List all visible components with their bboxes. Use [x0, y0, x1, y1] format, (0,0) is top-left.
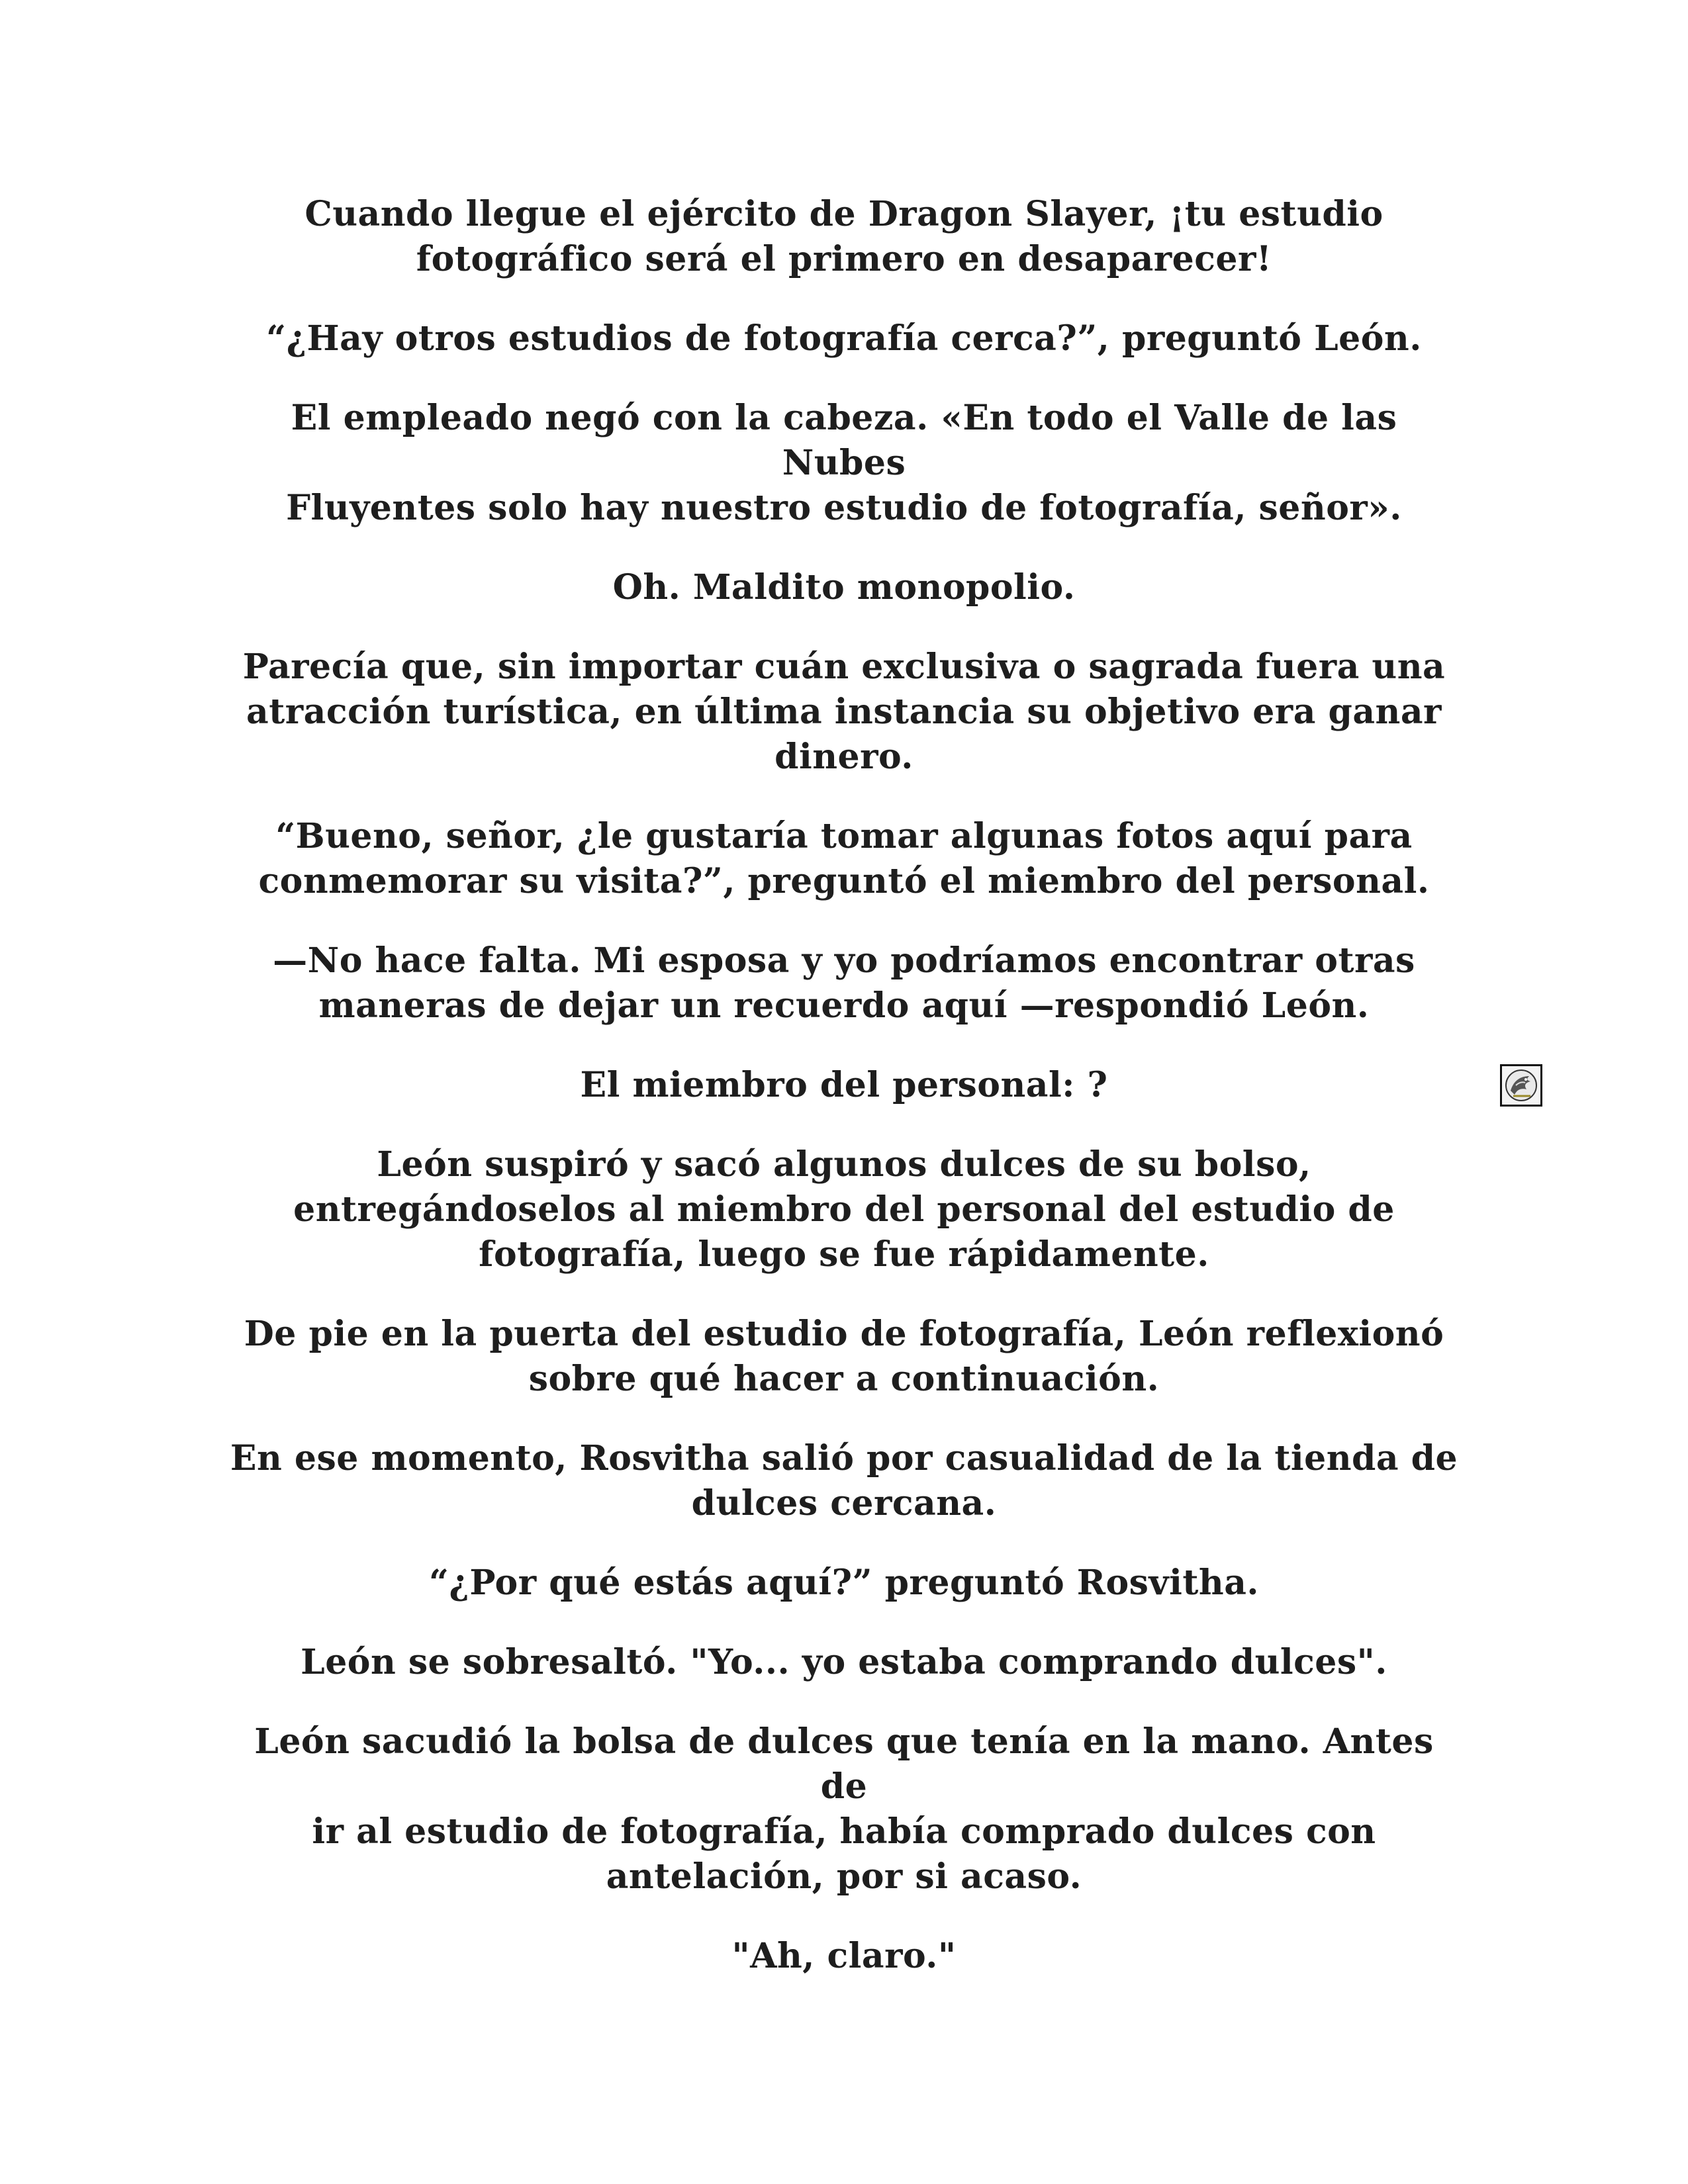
text-line: entregándoselos al miembro del personal del estudio de: [293, 1189, 1395, 1230]
paragraph: [225, 1640, 1463, 1685]
paragraph: [225, 1063, 1463, 1108]
text-line: dinero.: [774, 737, 914, 777]
text-line: —No hace falta. Mi esposa y yo podríamos encontrar otras: [273, 940, 1415, 981]
text-line: fotográfico será el primero en desaparecer!: [416, 239, 1272, 279]
paragraph: [225, 938, 1463, 1028]
text-line: En ese momento, Rosvitha salió por casualidad de la tienda de: [230, 1438, 1458, 1479]
text-line: León sacudió la bolsa de dulces que tenía en la mano. Antes de: [254, 1721, 1434, 1807]
text-line: conmemorar su visita?”, preguntó el miembro del personal.: [258, 861, 1430, 901]
paragraph: [225, 1436, 1463, 1526]
text-line: León suspiró y sacó algunos dulces de su bolso,: [377, 1144, 1311, 1185]
text-line: “Bueno, señor, ¿le gustaría tomar algunas fotos aquí para: [275, 816, 1413, 856]
paragraph: [225, 192, 1463, 282]
text-line: antelación, por si acaso.: [606, 1856, 1082, 1897]
text-line: maneras de dejar un recuerdo aquí —respondió León.: [318, 985, 1370, 1026]
text-line: atracción turística, en última instancia su objetivo era ganar: [246, 692, 1442, 732]
text-line: "Ah, claro.": [731, 1936, 957, 1976]
paragraph: [225, 565, 1463, 610]
document-body: [225, 192, 1463, 2013]
paragraph: [225, 396, 1463, 531]
paragraph: [225, 1934, 1463, 1979]
text-line: León se sobresaltó. "Yo... yo estaba comprando dulces".: [301, 1642, 1387, 1682]
text-line: “¿Por qué estás aquí?” preguntó Rosvitha.: [428, 1563, 1260, 1603]
paragraph: [225, 645, 1463, 780]
text-line: dulces cercana.: [691, 1483, 997, 1524]
text-line: sobre qué hacer a continuación.: [528, 1359, 1160, 1399]
paragraph: [225, 1312, 1463, 1402]
dragon-logo-graphic: [1504, 1068, 1538, 1103]
text-line: Cuando llegue el ejército de Dragon Slayer, ¡tu estudio: [305, 194, 1383, 234]
text-line: El miembro del personal: ?: [580, 1065, 1108, 1105]
text-line: Parecía que, sin importar cuán exclusiva o sagrada fuera una: [242, 647, 1446, 687]
text-line: Fluyentes solo hay nuestro estudio de fotografía, señor».: [286, 488, 1402, 528]
text-line: De pie en la puerta del estudio de fotografía, León reflexionó: [244, 1314, 1444, 1354]
paragraph: [225, 316, 1463, 361]
paragraph: [225, 1719, 1463, 1899]
text-line: Oh. Maldito monopolio.: [612, 567, 1076, 608]
paragraph: [225, 1142, 1463, 1277]
paragraph: [225, 1561, 1463, 1606]
text-line: El empleado negó con la cabeza. «En todo el Valle de las Nubes: [291, 398, 1397, 483]
text-line: “¿Hay otros estudios de fotografía cerca?”, preguntó León.: [266, 318, 1422, 359]
dragon-logo-icon: [1500, 1064, 1542, 1107]
text-line: ir al estudio de fotografía, había comprado dulces con: [312, 1811, 1376, 1852]
paragraph: [225, 814, 1463, 904]
text-line: fotografía, luego se fue rápidamente.: [479, 1234, 1209, 1275]
